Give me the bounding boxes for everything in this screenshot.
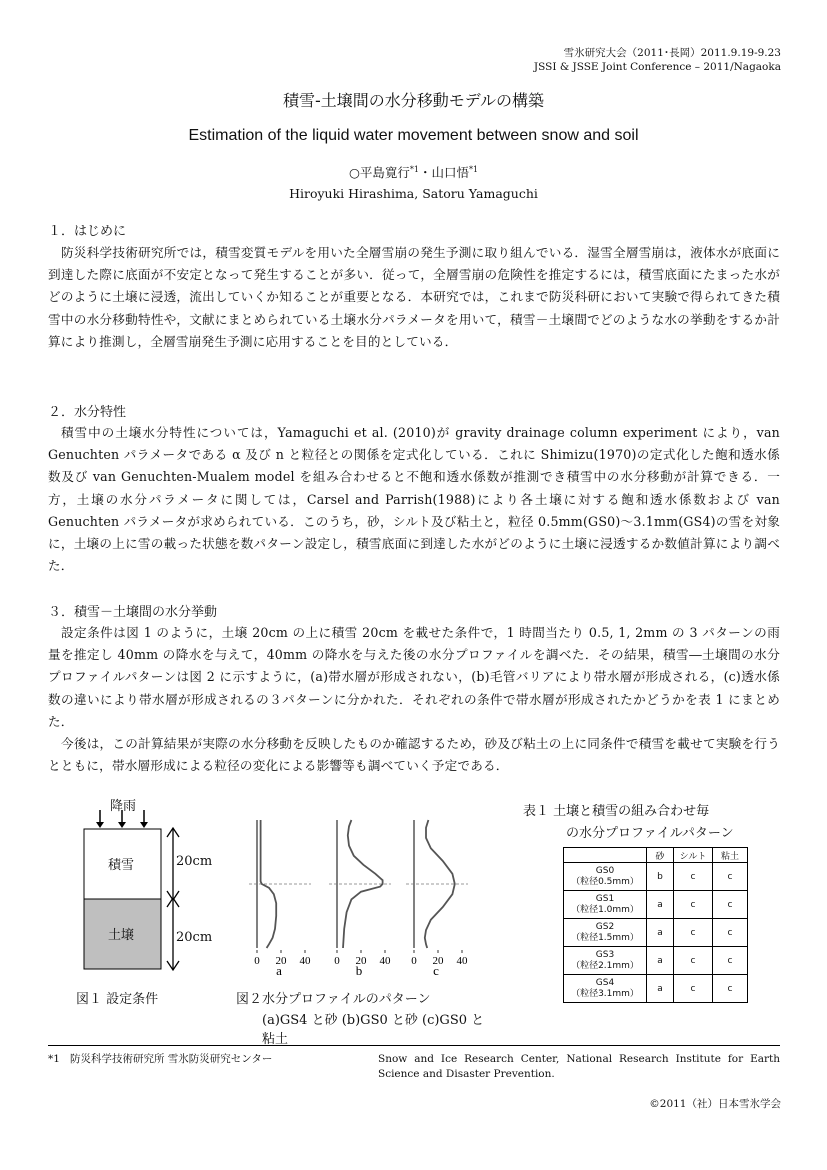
tick-label: 20 <box>355 955 367 967</box>
table-header-empty <box>564 848 647 863</box>
snow-label: 積雪 <box>108 858 135 873</box>
table-cell: b <box>647 863 674 891</box>
table-row-label <box>564 975 647 1003</box>
table-1-title-line-2: の水分プロファイルパターン <box>566 826 734 841</box>
footer-affiliation-ja <box>48 1052 272 1067</box>
profile-line-a <box>261 820 277 948</box>
grain-class: GS0 <box>595 865 615 876</box>
tick-label: 40 <box>456 955 468 967</box>
authors-english: Hiroyuki Hirashima, Satoru Yamaguchi <box>289 186 538 201</box>
section-1-paragraph: 防災科学技術研究所では，積雪変質モデルを用いた全層雪崩の発生予測に取り組んでいる．湿雪全層雪崩は，液体水が底面に到達した際に底面が不安定となって発生することが多い．従って，全層雪崩の危険性を推定するには，積雪底面にたまった水がどのように土壌に浸透，流出していくか知ることが重要となる．本研究では，これまで防災科研において実験で得られてきた積雪中の水分移動特性や，文献にまとめられている土壌水分パラメータを用いて，積雪－土壌間でどのような水の挙動をするか計算により推測し，全層雪崩発生予測に応用することを目的としている． <box>48 245 780 349</box>
soil-depth-label: 20cm <box>176 930 213 945</box>
table-row-label <box>564 947 647 975</box>
table-1-title-line-1: 表１ 土壌と積雪の組み合わせ毎 <box>523 804 710 819</box>
table-row-label <box>564 891 647 919</box>
grain-size: （粒径1.0mm） <box>571 904 639 915</box>
profile-pattern-table <box>563 847 748 1003</box>
section-heading-2: ２．水分特性 <box>48 405 127 420</box>
figure-2-caption-line-1: 図２水分プロファイルのパターン <box>236 992 431 1007</box>
tick-label: 20 <box>275 955 287 967</box>
section-2-paragraph: 積雪中の土壌水分特性については，Yamaguchi et al. (2010)が gravity drainage column experiment により，van Genuchten パラメータである α 及び n と粒径との関係を定式化している．これに Shimizu(1970)の定式化した飽和透水係数及び van Genuchten-Mualem model を組み合わせると不飽和透水係数が推測でき積雪中の水分移動が計算できる．一方，土壌の水分パラメータに関しては，Carsel and Parrish(1988)により各土壌に対する飽和透水係数および van Genuchten パラメータが求められている．このうち，砂，シルト及び粘土と，粒径 0.5mm(GS0)～3.1mm(GS4)の雪を対象に，土壌の上に雪の載った状態を数パターン設定し，積雪底面に到達した水がどのように土壌に浸透するか数値計算により調べた． <box>48 425 780 574</box>
section-3-paragraph-1: 設定条件は図 1 のように，土壌 20cm の上に積雪 20cm を載せた条件で，1 時間当たり 0.5, 1, 2mm の 3 パターンの雨量を推定し 40mm の降水を与えて，40mm の降水を与えた後の水分プロファイルを調べた．その結果，積雪―土壌間の水分プロファイルパターンは図 2 に示すように，(a)帯水層が形成されない，(b)毛管バリアにより帯水層が形成される，(c)透水係数の違いにより帯水層が形成されるの３パターンに分かれた．それぞれの条件で帯水層が形成されたかどうかを表 1 にまとめた． <box>48 625 780 729</box>
table-cell: c <box>674 863 713 891</box>
conference-line-en: JSSI & JSSE Joint Conference – 2011/Nagaoka <box>533 61 781 73</box>
rain-arrowhead <box>118 822 126 828</box>
snow-depth-label: 20cm <box>176 854 213 869</box>
author-2: ・山口悟 <box>418 165 469 180</box>
authors-japanese <box>0 163 827 181</box>
conference-header <box>534 46 781 74</box>
grain-class: GS1 <box>595 893 615 904</box>
table-cell: c <box>674 891 713 919</box>
grain-size: （粒径0.5mm） <box>571 876 639 887</box>
table-cell: c <box>713 863 748 891</box>
grain-class: GS2 <box>595 921 615 932</box>
table-row <box>564 891 748 919</box>
author-1: ○平島寛行 <box>348 165 410 180</box>
table-row <box>564 863 748 891</box>
tick-label: 0 <box>334 955 340 967</box>
panel-label-a: a <box>276 963 282 978</box>
table-cell: c <box>713 975 748 1003</box>
title-japanese: 積雪-土壌間の水分移動モデルの構築 <box>283 91 544 110</box>
table-cell: c <box>674 975 713 1003</box>
table-cell: a <box>647 975 674 1003</box>
rain-arrowhead <box>96 822 104 828</box>
table-header-silt: シルト <box>674 848 713 863</box>
panel-label-c: c <box>433 963 439 978</box>
figure-1-diagram <box>56 792 246 1012</box>
table-header-clay: 粘土 <box>713 848 748 863</box>
table-row-label <box>564 863 647 891</box>
grain-class: GS3 <box>595 949 615 960</box>
section-heading-1: １．はじめに <box>48 224 127 239</box>
table-row <box>564 947 748 975</box>
conference-line-ja: 雪氷研究大会（2011･長岡）2011.9.19-9.23 <box>563 47 781 59</box>
rain-label: 降雨 <box>110 799 137 814</box>
tick-label: 0 <box>411 955 417 967</box>
title-english: Estimation of the liquid water movement between snow and soil <box>188 127 639 144</box>
profile-line-c <box>425 820 455 948</box>
table-row <box>564 919 748 947</box>
tick-label: 40 <box>379 955 391 967</box>
table-cell: a <box>647 919 674 947</box>
tick-label: 0 <box>254 955 260 967</box>
table-header-sand: 砂 <box>647 848 674 863</box>
footer-mark: *1 <box>48 1053 60 1065</box>
footer-affiliation-en: Snow and Ice Research Center, National Research Institute for Earth Science and Disaster Prevention. <box>378 1053 780 1080</box>
affiliation-mark-2: *1 <box>468 164 479 174</box>
table-cell: c <box>674 919 713 947</box>
figure-2-chart <box>236 800 496 990</box>
section-heading-3: ３．積雪－土壌間の水分挙動 <box>48 605 218 620</box>
section-3-paragraph-2: 今後は，この計算結果が実際の水分移動を反映したものか確認するため，砂及び粘土の上に同条件で積雪を載せて実験を行うとともに，帯水層形成による粒径の変化による影響等も調べていく予定である． <box>48 736 780 774</box>
tick-label: 20 <box>432 955 444 967</box>
grain-size: （粒径3.1mm） <box>571 988 639 999</box>
table-cell: c <box>713 891 748 919</box>
rain-arrowhead <box>140 822 148 828</box>
grain-class: GS4 <box>595 977 615 988</box>
affiliation-mark-1: *1 <box>409 164 419 174</box>
table-cell: a <box>647 891 674 919</box>
figure-1 <box>56 792 246 1012</box>
footer-rule <box>48 1045 780 1046</box>
soil-label: 土壌 <box>108 928 135 943</box>
footer-affiliation-text: 防災科学技術研究所 雪氷防災研究センター <box>69 1053 273 1065</box>
tick-label: 40 <box>299 955 311 967</box>
figure-1-caption: 図１ 設定条件 <box>76 992 159 1007</box>
table-1 <box>563 847 748 1003</box>
table-header-row <box>564 848 748 863</box>
copyright: ©2011（社）日本雪氷学会 <box>649 1098 781 1110</box>
figure-2 <box>236 800 496 1047</box>
table-cell: c <box>713 919 748 947</box>
figure-2-caption-line-2: (a)GS4 と砂 (b)GS0 と砂 (c)GS0 と粘土 <box>262 1013 485 1047</box>
table-cell: a <box>647 947 674 975</box>
table-row-label <box>564 919 647 947</box>
panel-label-b: b <box>355 963 363 978</box>
grain-size: （粒径2.1mm） <box>571 960 639 971</box>
table-cell: c <box>674 947 713 975</box>
table-cell: c <box>713 947 748 975</box>
grain-size: （粒径1.5mm） <box>571 932 639 943</box>
table-row <box>564 975 748 1003</box>
